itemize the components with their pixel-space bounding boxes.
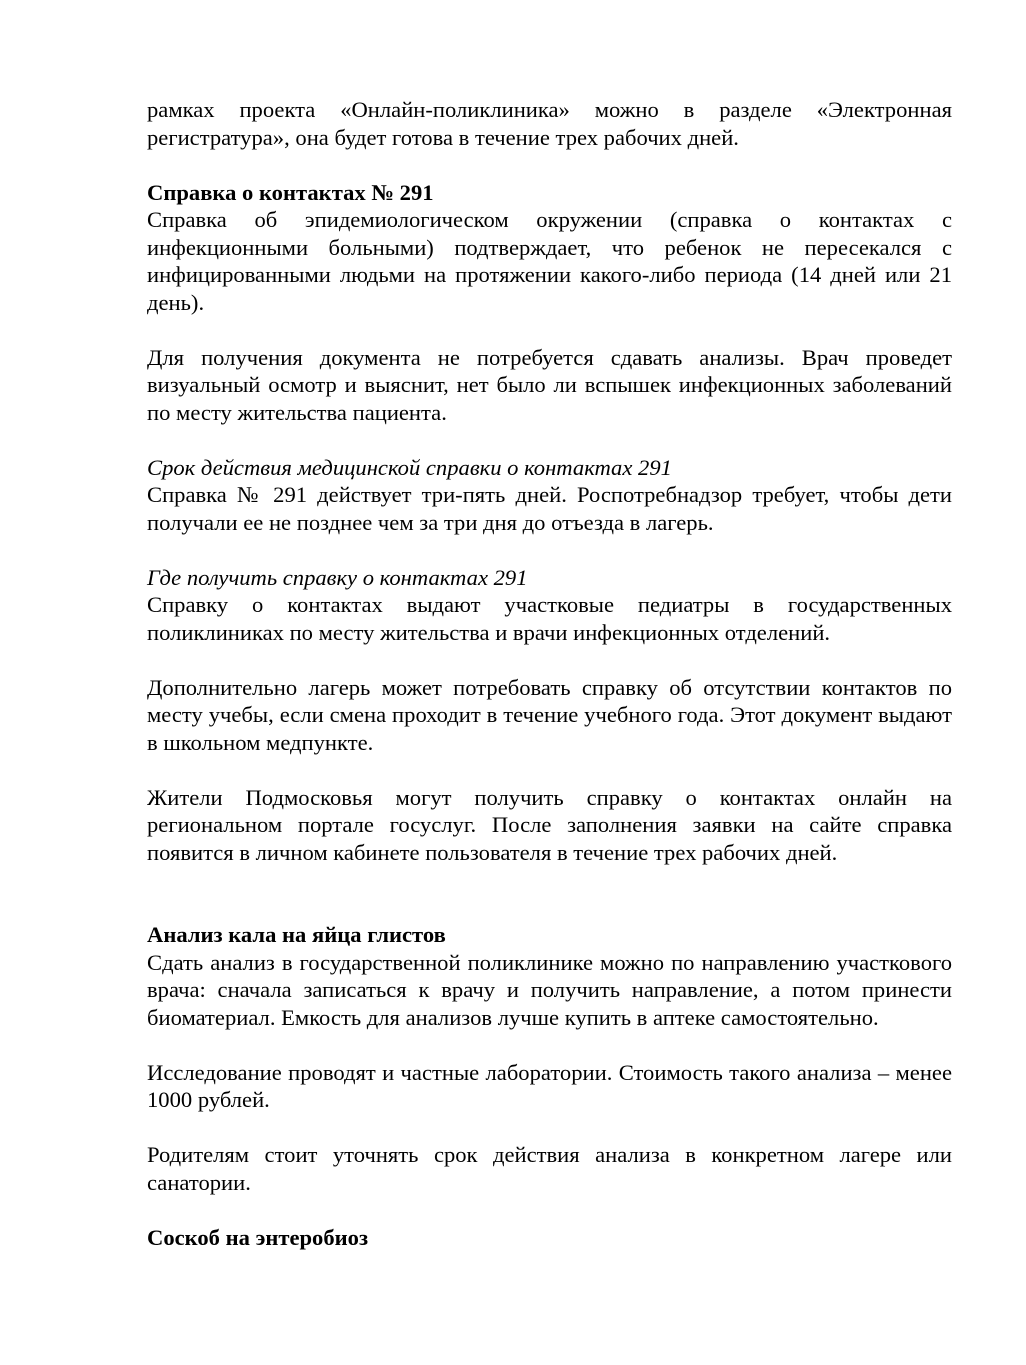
intro-paragraph: рамках проекта «Онлайн-поликлиника» можно в разделе «Электронная регистратура», она будет готова в течение трех рабочих дней.	[147, 97, 952, 150]
paragraph-gap	[147, 1031, 952, 1059]
school-certificate-paragraph: Дополнительно лагерь может потребовать справку об отсутствии контактов по месту учебы, если смена проходит в течение учебного года. Этот документ выдают в школьном медпункте.	[147, 674, 952, 755]
paragraph-gap	[147, 151, 952, 179]
section-gap	[147, 866, 952, 921]
paragraph-gap	[147, 646, 952, 674]
paragraph-gap	[147, 756, 952, 784]
subheading-where-to-get: Где получить справку о контактах 291	[147, 564, 528, 590]
stool-analysis-paragraph-1: Сдать анализ в государственной поликлинике можно по направлению участкового врача: сначала записаться к врачу и получить направление, а потом принести биоматериал. Емкость для анализов лучше купить в аптеке самостоятельно.	[147, 949, 952, 1030]
section-heading-enterobiasis: Соскоб на энтеробиоз	[147, 1224, 369, 1250]
section-heading-stool-analysis: Анализ кала на яйца глистов	[147, 922, 446, 947]
paragraph-gap	[147, 1196, 952, 1224]
paragraph-gap	[147, 1114, 952, 1142]
contacts-291-description: Справка об эпидемиологическом окружении (справка о контактах с инфекционными больными) подтверждает, что ребенок не пересекался с инфицированными людьми на протяжении какого-либо периода (14 дней или 21 день).	[147, 207, 952, 315]
where-to-get-paragraph: Справку о контактах выдают участковые педиатры в государственных поликлиниках по месту жительства и врачи инфекционных отделений.	[147, 592, 952, 645]
online-portal-paragraph: Жители Подмосковья могут получить справку о контактах онлайн на региональном портале госуслуг. После заполнения заявки на сайте справка появится в личном кабинете пользователя в течение трех рабочих дней.	[147, 784, 952, 865]
paragraph-gap	[147, 426, 952, 454]
contacts-291-procedure: Для получения документа не потребуется сдавать анализы. Врач проведет визуальный осмотр и выяснит, нет было ли вспышек инфекционных заболеваний по месту жительства пациента.	[147, 344, 952, 425]
validity-paragraph: Справка № 291 действует три-пять дней. Роспотребнадзор требует, чтобы дети получали ее не позднее чем за три дня до отъезда в лагерь.	[147, 482, 952, 535]
subheading-validity: Срок действия медицинской справки о контактах 291	[147, 454, 672, 480]
paragraph-gap	[147, 316, 952, 344]
document-page	[147, 96, 952, 1251]
paragraph-gap	[147, 536, 952, 564]
section-heading-contacts-291: Справка о контактах № 291	[147, 179, 434, 205]
stool-analysis-paragraph-2: Исследование проводят и частные лаборатории. Стоимость такого анализа – менее 1000 рублей.	[147, 1059, 952, 1112]
stool-analysis-paragraph-3: Родителям стоит уточнять срок действия анализа в конкретном лагере или санатории.	[147, 1142, 952, 1195]
